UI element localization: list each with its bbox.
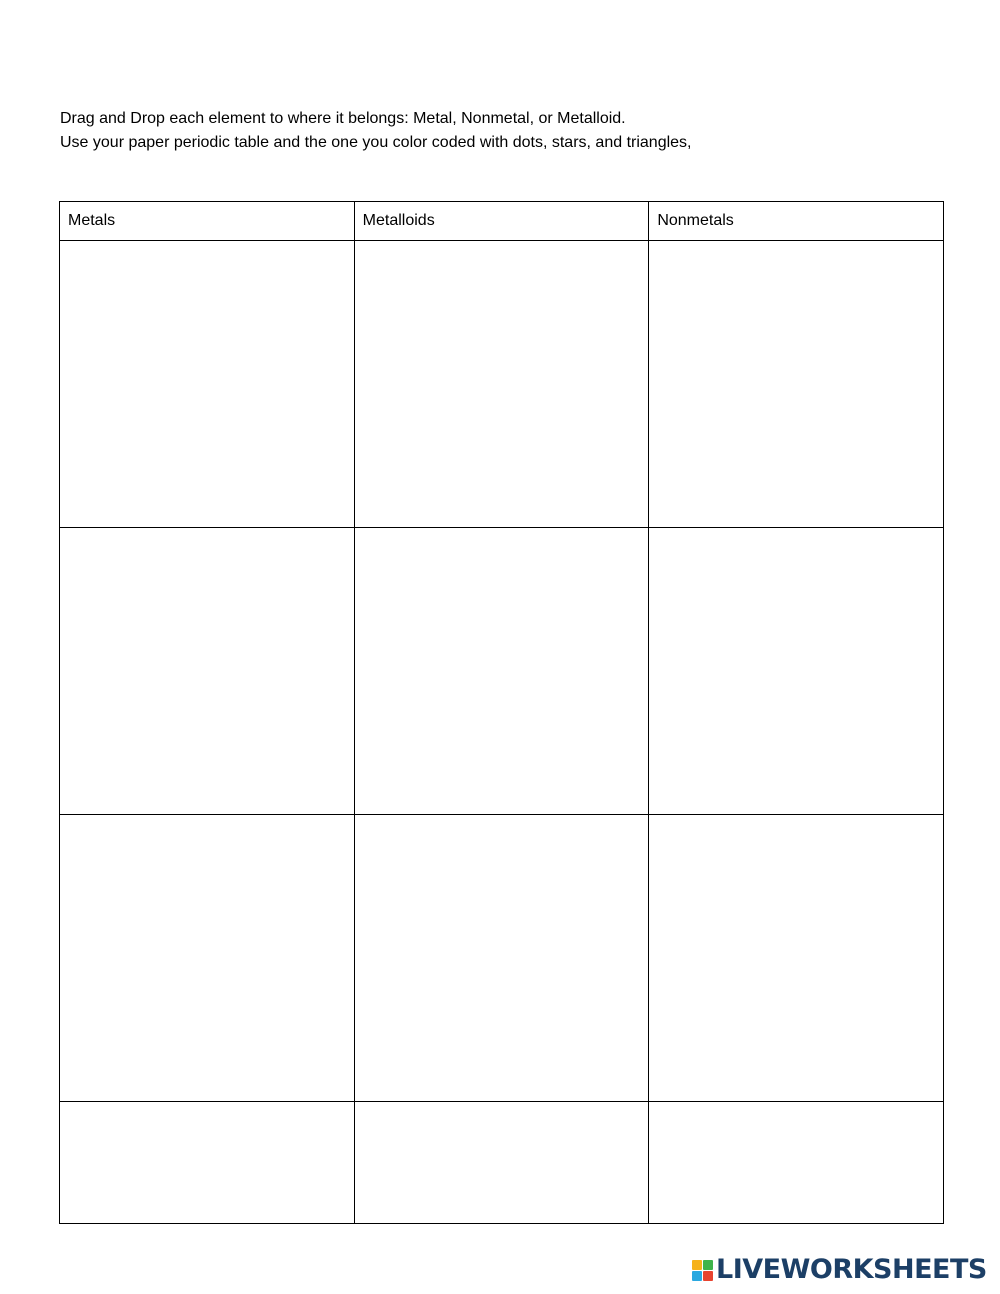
table-row [60, 528, 944, 815]
instruction-line-2: Use your paper periodic table and the one you color coded with dots, stars, and triangles, [60, 134, 692, 151]
instruction-line-1: Drag and Drop each element to where it belongs: Metal, Nonmetal, or Metalloid. [60, 110, 626, 127]
logo-icon [692, 1260, 713, 1281]
drop-zone-metalloids-3[interactable] [354, 815, 649, 1102]
header-metalloids: Metalloids [354, 202, 649, 241]
header-nonmetals: Nonmetals [649, 202, 944, 241]
logo-text: LIVEWORKSHEETS [716, 1254, 987, 1285]
drop-zone-nonmetals-2[interactable] [649, 528, 944, 815]
sorting-table [59, 201, 944, 1224]
table-row [60, 815, 944, 1102]
logo-square-1 [692, 1260, 702, 1270]
drop-zone-nonmetals-4[interactable] [649, 1102, 944, 1224]
logo-square-2 [703, 1260, 713, 1270]
table-row [60, 1102, 944, 1224]
logo-square-4 [703, 1271, 713, 1281]
drop-zone-nonmetals-3[interactable] [649, 815, 944, 1102]
drop-zone-metalloids-2[interactable] [354, 528, 649, 815]
drop-zone-metalloids-4[interactable] [354, 1102, 649, 1224]
drop-zone-metals-1[interactable] [60, 241, 355, 528]
drop-zone-metalloids-1[interactable] [354, 241, 649, 528]
table-row [60, 241, 944, 528]
drop-zone-metals-4[interactable] [60, 1102, 355, 1224]
header-metals: Metals [60, 202, 355, 241]
drop-zone-metals-2[interactable] [60, 528, 355, 815]
logo-square-3 [692, 1271, 702, 1281]
drop-zone-nonmetals-1[interactable] [649, 241, 944, 528]
drop-zone-metals-3[interactable] [60, 815, 355, 1102]
header-row [60, 202, 944, 241]
instructions [60, 107, 691, 155]
liveworksheets-logo [692, 1255, 987, 1285]
